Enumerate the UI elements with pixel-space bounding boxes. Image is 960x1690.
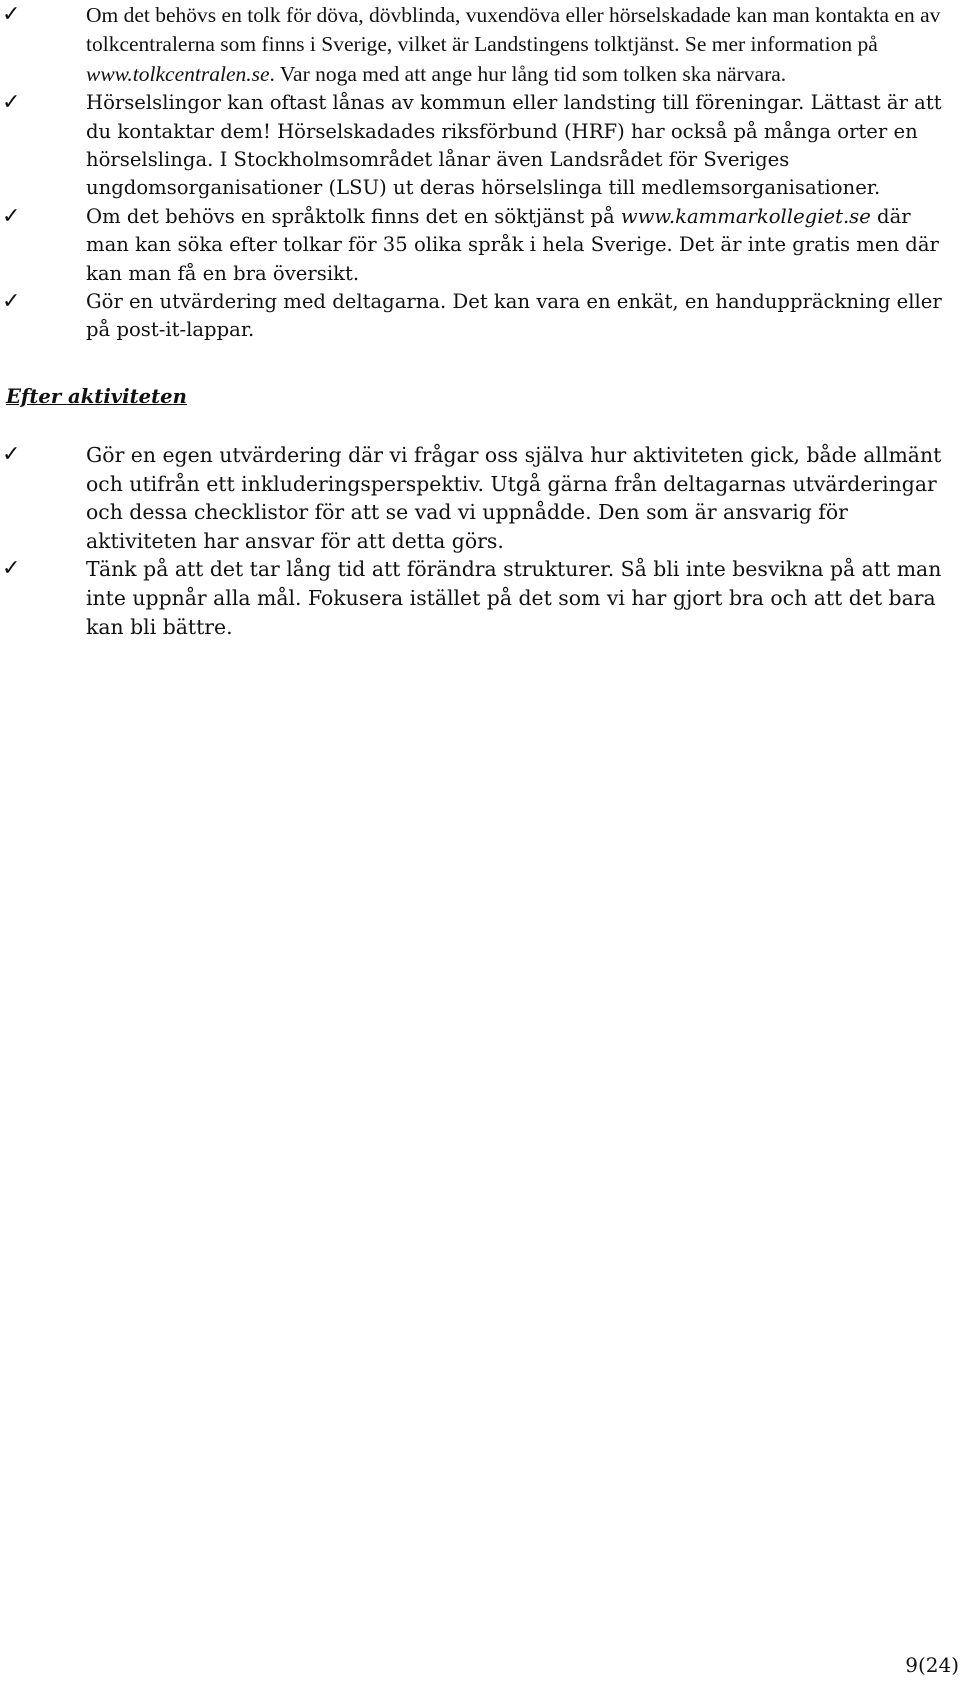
checklist-item: [0, 203, 960, 288]
checkmark-icon: ✓: [2, 203, 21, 229]
checklist-item: [0, 555, 960, 641]
checklist-item: [0, 1, 960, 89]
checklist-text: Tänk på att det tar lång tid att förändra strukturer. Så bli inte besvikna på att man inte uppnår alla mål. Fokusera istället på det som vi har gjort bra och att det bara kan bli bättre.: [86, 557, 942, 639]
section-heading: Efter aktiviteten: [6, 385, 187, 408]
checkmark-icon: ✓: [2, 2, 21, 27]
checklist-item: [0, 89, 960, 203]
checkmark-icon: ✓: [2, 556, 21, 582]
checklist-section-after: [0, 441, 960, 641]
checklist-text: Gör en egen utvärdering där vi frågar oss själva hur aktiviteten gick, både allmänt och utifrån ett inkluderingsperspektiv. Utgå gärna från deltagarnas utvärderingar och dessa checklistor för att se vad vi uppnådde. Den som är ansvarig för aktiviteten har ansvar för att detta görs.: [86, 443, 942, 553]
checklist-item: [0, 441, 960, 555]
checklist-text: Om det behövs en tolk för döva, dövblinda, vuxendöva eller hörselskadade kan man kontakta en av tolkcentralerna som finns i Sverige, vilket är Landstingens tolktjänst. Se mer information på www.tolkcentralen.se. Var noga med att ange hur lång tid som tolken ska närvara.: [86, 3, 941, 86]
checklist-section-during: [0, 1, 960, 345]
checklist-text: Gör en utvärdering med deltagarna. Det kan vara en enkät, en handuppräckning eller på post-it-lappar.: [86, 290, 942, 342]
checklist-item: [0, 288, 960, 345]
link-tolkcentralen: www.tolkcentralen.se: [86, 61, 270, 86]
link-kammarkollegiet: www.kammarkollegiet.se: [620, 204, 871, 228]
checkmark-icon: ✓: [2, 289, 21, 315]
checklist-text: Om det behövs en språktolk finns det en söktjänst på www.kammarkollegiet.se där man kan söka efter tolkar för 35 olika språk i hela Sverige. Det är inte gratis men där kan man få en bra översikt.: [86, 204, 939, 285]
checklist-text: Hörselslingor kan oftast lånas av kommun eller landsting till föreningar. Lättast är att du kontaktar dem! Hörselskadades riksförbund (HRF) har också på många orter en hörselslinga. I Stockholmsområdet lånar även Landsrådet för Sveriges ungdomsorganisationer (LSU) ut deras hörselslinga till medlemsorganisationer.: [86, 91, 942, 200]
checkmark-icon: ✓: [2, 442, 21, 467]
checklist: [0, 1, 960, 345]
page-number: 9(24): [905, 1653, 959, 1677]
checklist: [0, 441, 960, 641]
checkmark-icon: ✓: [2, 90, 21, 116]
